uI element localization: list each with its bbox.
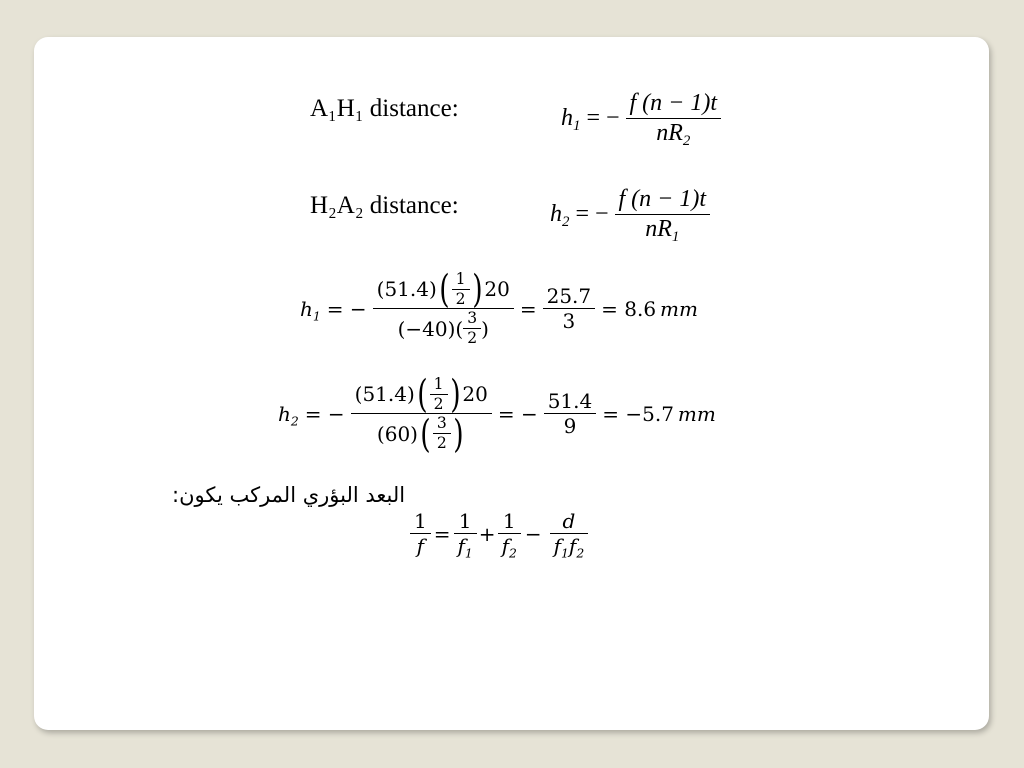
formula-a-label-text: A₁H₁ distance: (310, 95, 459, 122)
combined-lhs-fraction: $\frac{1}{f}$ (410, 509, 431, 558)
calc-h1-eq2: = (519, 296, 537, 321)
calc-h2-numerator: (51.4) ( $\frac{1}{2}$ ) 20 (354, 372, 488, 417)
calc-h2-lhs: $h_2$ (278, 401, 299, 429)
calc-h1-numerator: (51.4) ( $\frac{1}{2}$ ) 20 (376, 267, 510, 312)
formula-b-lhs: $h_2$ (550, 200, 570, 230)
combined-eq: = (433, 521, 451, 546)
formula-a-label (310, 95, 459, 123)
calc-h2-result: = −5.7 (602, 401, 674, 426)
calc-h2-denominator: (60) ( $\frac{3}{2}$ ) (376, 411, 464, 456)
formula-a-equals: = − (586, 104, 620, 131)
calc-h2-unit: mm (677, 401, 716, 426)
formula-b-equals: = − (575, 200, 609, 227)
formula-b (550, 185, 710, 244)
combined-formula (410, 509, 588, 561)
arabic-heading (172, 483, 405, 507)
formula-a-lhs: $h_1$ (561, 104, 581, 134)
formula-a-denominator: $nR_2$ (656, 119, 691, 149)
combined-f2-fraction: $\frac{1}{f_2}$ (498, 509, 521, 558)
calc-h1-result-fraction: $\frac{25.7}{3}$ (543, 284, 596, 333)
calc-h1-eq1: = − (326, 296, 367, 321)
combined-d-fraction: $\frac{d}{f_1f_2}$ (550, 509, 589, 558)
calc-h1-result: = 8.6 (601, 296, 657, 321)
formula-a (561, 89, 721, 148)
formula-a-numerator: f (n − 1)t (629, 90, 718, 116)
calc-h2-eq1: = − (304, 401, 345, 426)
calc-h1-denominator: (−40)( $\frac{3}{2}$ ) (397, 309, 489, 348)
calc-h1-lhs: $h_1$ (300, 296, 321, 324)
formula-b-label (310, 192, 459, 220)
calc-h2-eq2: = − (497, 401, 538, 426)
arabic-heading-text: البعد البؤري المركب يكون: (172, 483, 406, 507)
calc-h1-unit: mm (660, 296, 698, 321)
combined-minus: − (524, 521, 542, 546)
calc-h2-result-fraction: $\frac{51.4}{9}$ (544, 389, 597, 438)
formula-b-fraction (615, 185, 711, 244)
formula-b-denominator: $nR_1$ (645, 215, 680, 245)
combined-f1-fraction: $\frac{1}{f_1}$ (454, 509, 477, 558)
formula-b-label-text: H₂A₂ distance: (310, 192, 459, 219)
formula-b-numerator: f (n − 1)t (618, 186, 707, 212)
calc-h1-main-fraction (373, 267, 514, 348)
calc-h1 (300, 267, 698, 348)
calc-h2 (278, 372, 716, 456)
formula-a-fraction (626, 89, 722, 148)
combined-plus: + (478, 521, 496, 546)
slide (34, 37, 989, 730)
calc-h2-main-fraction (351, 372, 492, 456)
